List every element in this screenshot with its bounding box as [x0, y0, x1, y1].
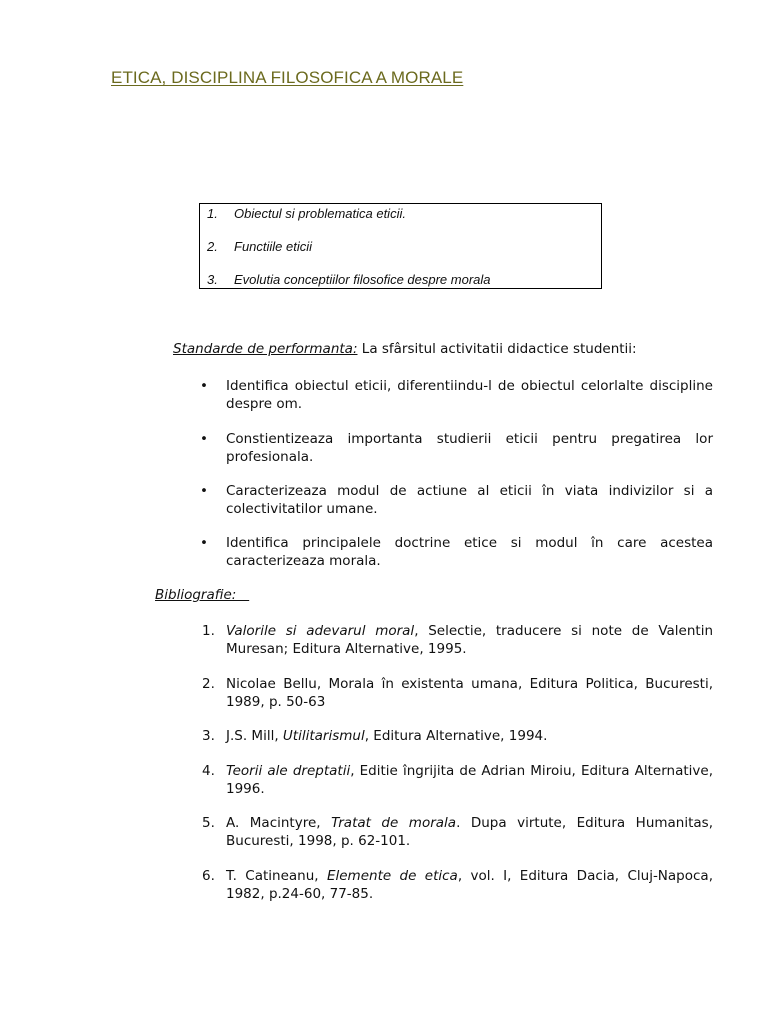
- ref-text-italic: Valorile si adevarul moral: [226, 623, 415, 639]
- list-item: [200, 534, 713, 570]
- contents-item-number: 1.: [207, 206, 218, 221]
- list-item: [200, 377, 713, 413]
- bibliography-item-number: 6.: [202, 868, 215, 884]
- bibliography-item: [202, 622, 713, 658]
- ref-text-post: , Editura Alternative, 1994.: [364, 728, 548, 744]
- bibliography-item-text: [202, 727, 713, 745]
- ref-text-italic: Tratat de morala: [331, 815, 457, 831]
- ref-text-post: , Selectie, traducere si note de Valentin Muresan; Editura Alternative, 1995.: [226, 623, 714, 657]
- contents-item-number: 3.: [207, 272, 218, 287]
- bibliography-item: [202, 675, 713, 711]
- ref-text-post: , Editie îngrijita de Adrian Miroiu, Editura Alternative, 1996.: [226, 763, 713, 797]
- bibliography-item-text: [202, 867, 713, 903]
- list-item-text: Caracterizeaza modul de actiune al eticii în viata indivizilor si a colectivitatilor umane.: [226, 483, 713, 517]
- ref-text-pre: Nicolae Bellu, Morala în existenta umana, Editura Politica, Bucuresti, 1989, p. 50-63: [226, 676, 713, 710]
- bibliography-item-number: 2.: [202, 676, 215, 692]
- bullet-icon: •: [200, 483, 208, 499]
- bibliography-item-number: 4.: [202, 763, 215, 779]
- bibliography-item-text: [202, 762, 713, 798]
- bibliography-item-number: 3.: [202, 728, 215, 744]
- contents-item-text: Obiectul si problematica eticii.: [234, 206, 406, 221]
- bibliography-item-text: [202, 675, 713, 711]
- list-item-text: Identifica obiectul eticii, diferentiindu-l de obiectul celorlalte discipline despre om.: [226, 378, 713, 412]
- bibliography-item: [202, 762, 713, 798]
- contents-item: [207, 239, 312, 254]
- ref-text-pre: J.S. Mill,: [226, 728, 283, 744]
- bibliography-item-number: 5.: [202, 815, 215, 831]
- bullet-icon: •: [200, 378, 208, 394]
- bibliography-heading: Bibliografie:: [155, 587, 250, 603]
- contents-box: [199, 203, 602, 289]
- ref-text-post: . Dupa virtute, Editura Humanitas, Bucuresti, 1998, p. 62-101.: [226, 815, 713, 849]
- bibliography-item-text: [202, 814, 713, 850]
- bullet-icon: •: [200, 431, 208, 447]
- list-item: [200, 430, 713, 466]
- bibliography-item-text: [202, 622, 713, 658]
- bibliography-item: [202, 867, 713, 903]
- bibliography-item: [202, 814, 713, 850]
- list-item-text: Identifica principalele doctrine etice si modul în care acestea caracterizeaza morala.: [226, 535, 713, 569]
- contents-item-text: Functiile eticii: [234, 239, 313, 254]
- contents-item-number: 2.: [207, 239, 218, 254]
- contents-item: [207, 272, 491, 287]
- ref-text-pre: T. Catineanu,: [226, 868, 327, 884]
- bullet-icon: •: [200, 535, 208, 551]
- bibliography-item: [202, 727, 713, 745]
- performance-standards-text: La sfârsitul activitatii didactice studentii:: [357, 341, 637, 357]
- ref-text-italic: Teorii ale dreptatii: [226, 763, 351, 779]
- page-title: ETICA, DISCIPLINA FILOSOFICA A MORALE: [111, 68, 464, 87]
- ref-text-post: , vol. I, Editura Dacia, Cluj-Napoca, 1982, p.24-60, 77-85.: [226, 868, 713, 902]
- list-item-text: Constientizeaza importanta studierii eticii pentru pregatirea lor profesionala.: [226, 431, 713, 465]
- contents-item: [207, 206, 406, 221]
- ref-text-italic: Utilitarismul: [282, 728, 365, 744]
- contents-item-text: Evolutia conceptiilor filosofice despre morala: [234, 272, 491, 287]
- ref-text-italic: Elemente de etica: [326, 868, 458, 884]
- ref-text-pre: A. Macintyre,: [226, 815, 332, 831]
- bibliography-item-number: 1.: [202, 623, 215, 639]
- list-item: [200, 482, 713, 518]
- performance-standards: [173, 341, 637, 357]
- performance-standards-label: Standarde de performanta:: [173, 341, 358, 357]
